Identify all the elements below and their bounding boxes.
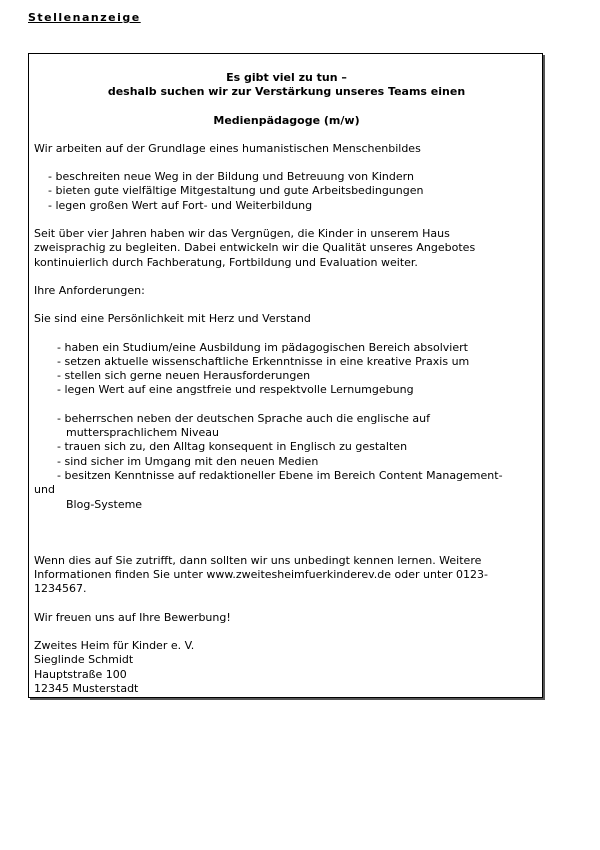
personality-text: Sie sind eine Persönlichkeit mit Herz und Verstand (34, 312, 311, 326)
list-item: - trauen sich zu, den Alltag konsequent in Englisch zu gestalten (57, 440, 408, 454)
list-item: - haben ein Studium/eine Ausbildung im pädagogischen Bereich absolviert (57, 340, 468, 354)
intro-text: Wir arbeiten auf der Grundlage eines humanistischen Menschenbildes (34, 141, 421, 155)
list-item: - besitzen Kenntnisse auf redaktioneller Ebene im Bereich Content Management- (57, 468, 503, 482)
contact-line: Wenn dies auf Sie zutrifft, dann sollten wir uns unbedingt kennen lernen. Weitere (34, 553, 482, 567)
requirements-label: Ihre Anforderungen: (34, 283, 145, 297)
address-org: Zweites Heim für Kinder e. V. (34, 639, 195, 653)
ad-headline (34, 71, 539, 100)
contact-paragraph (34, 554, 539, 597)
about-line: kontinuierlich durch Fachberatung, Fortbildung und Evaluation weiter. (34, 255, 418, 269)
contact-line: 1234567. (34, 582, 87, 596)
languages-line-2: muttersprachlichem Niveau (66, 426, 219, 440)
address-city: 12345 Musterstadt (34, 681, 139, 695)
address-street: Hauptstraße 100 (34, 667, 127, 681)
about-line: zweisprachig zu begleiten. Dabei entwickeln wir die Qualität unseres Angebotes (34, 241, 476, 255)
intro-list (34, 170, 539, 213)
closing-text: Wir freuen uns auf Ihre Bewerbung! (34, 610, 231, 624)
list-item: - sind sicher im Umgang mit den neuen Medien (57, 454, 319, 468)
address-person: Sieglinde Schmidt (34, 653, 134, 667)
page-heading: Stellenanzeige (28, 11, 141, 24)
about-line: Seit über vier Jahren haben wir das Vergnügen, die Kinder in unserem Haus (34, 227, 450, 241)
list-item: - legen Wert auf eine angstfreie und respektvolle Lernumgebung (57, 383, 414, 397)
address-block (34, 639, 539, 696)
requirements-list-1 (34, 341, 539, 398)
headline-line-1: Es gibt viel zu tun – (226, 71, 347, 84)
list-item: - legen großen Wert auf Fort- und Weiterbildung (48, 198, 313, 212)
contact-line: Informationen finden Sie unter www.zweitesheimfuerkinderev.de oder unter 0123- (34, 568, 489, 582)
cms-wrap: und (34, 483, 55, 497)
headline-line-2: deshalb suchen wir zur Verstärkung unseres Teams einen (107, 85, 466, 99)
requirements-list-2 (34, 412, 539, 483)
position-title: Medienpädagoge (m/w) (213, 113, 360, 127)
languages-line-1: - beherrschen neben der deutschen Sprache auch die englische auf (57, 411, 431, 425)
list-item (34, 412, 539, 441)
list-item: - stellen sich gerne neuen Herausforderungen (57, 369, 311, 383)
list-item: - beschreiten neue Weg in der Bildung und Betreuung von Kindern (48, 170, 414, 184)
about-paragraph (34, 227, 539, 270)
job-ad-body (34, 71, 539, 696)
list-item: - setzen aktuelle wissenschaftliche Erkenntnisse in eine kreative Praxis um (57, 354, 470, 368)
cms-trail: Blog-Systeme (66, 497, 143, 511)
list-item: - bieten gute vielfältige Mitgestaltung und gute Arbeitsbedingungen (48, 184, 424, 198)
job-ad-box (28, 53, 543, 698)
